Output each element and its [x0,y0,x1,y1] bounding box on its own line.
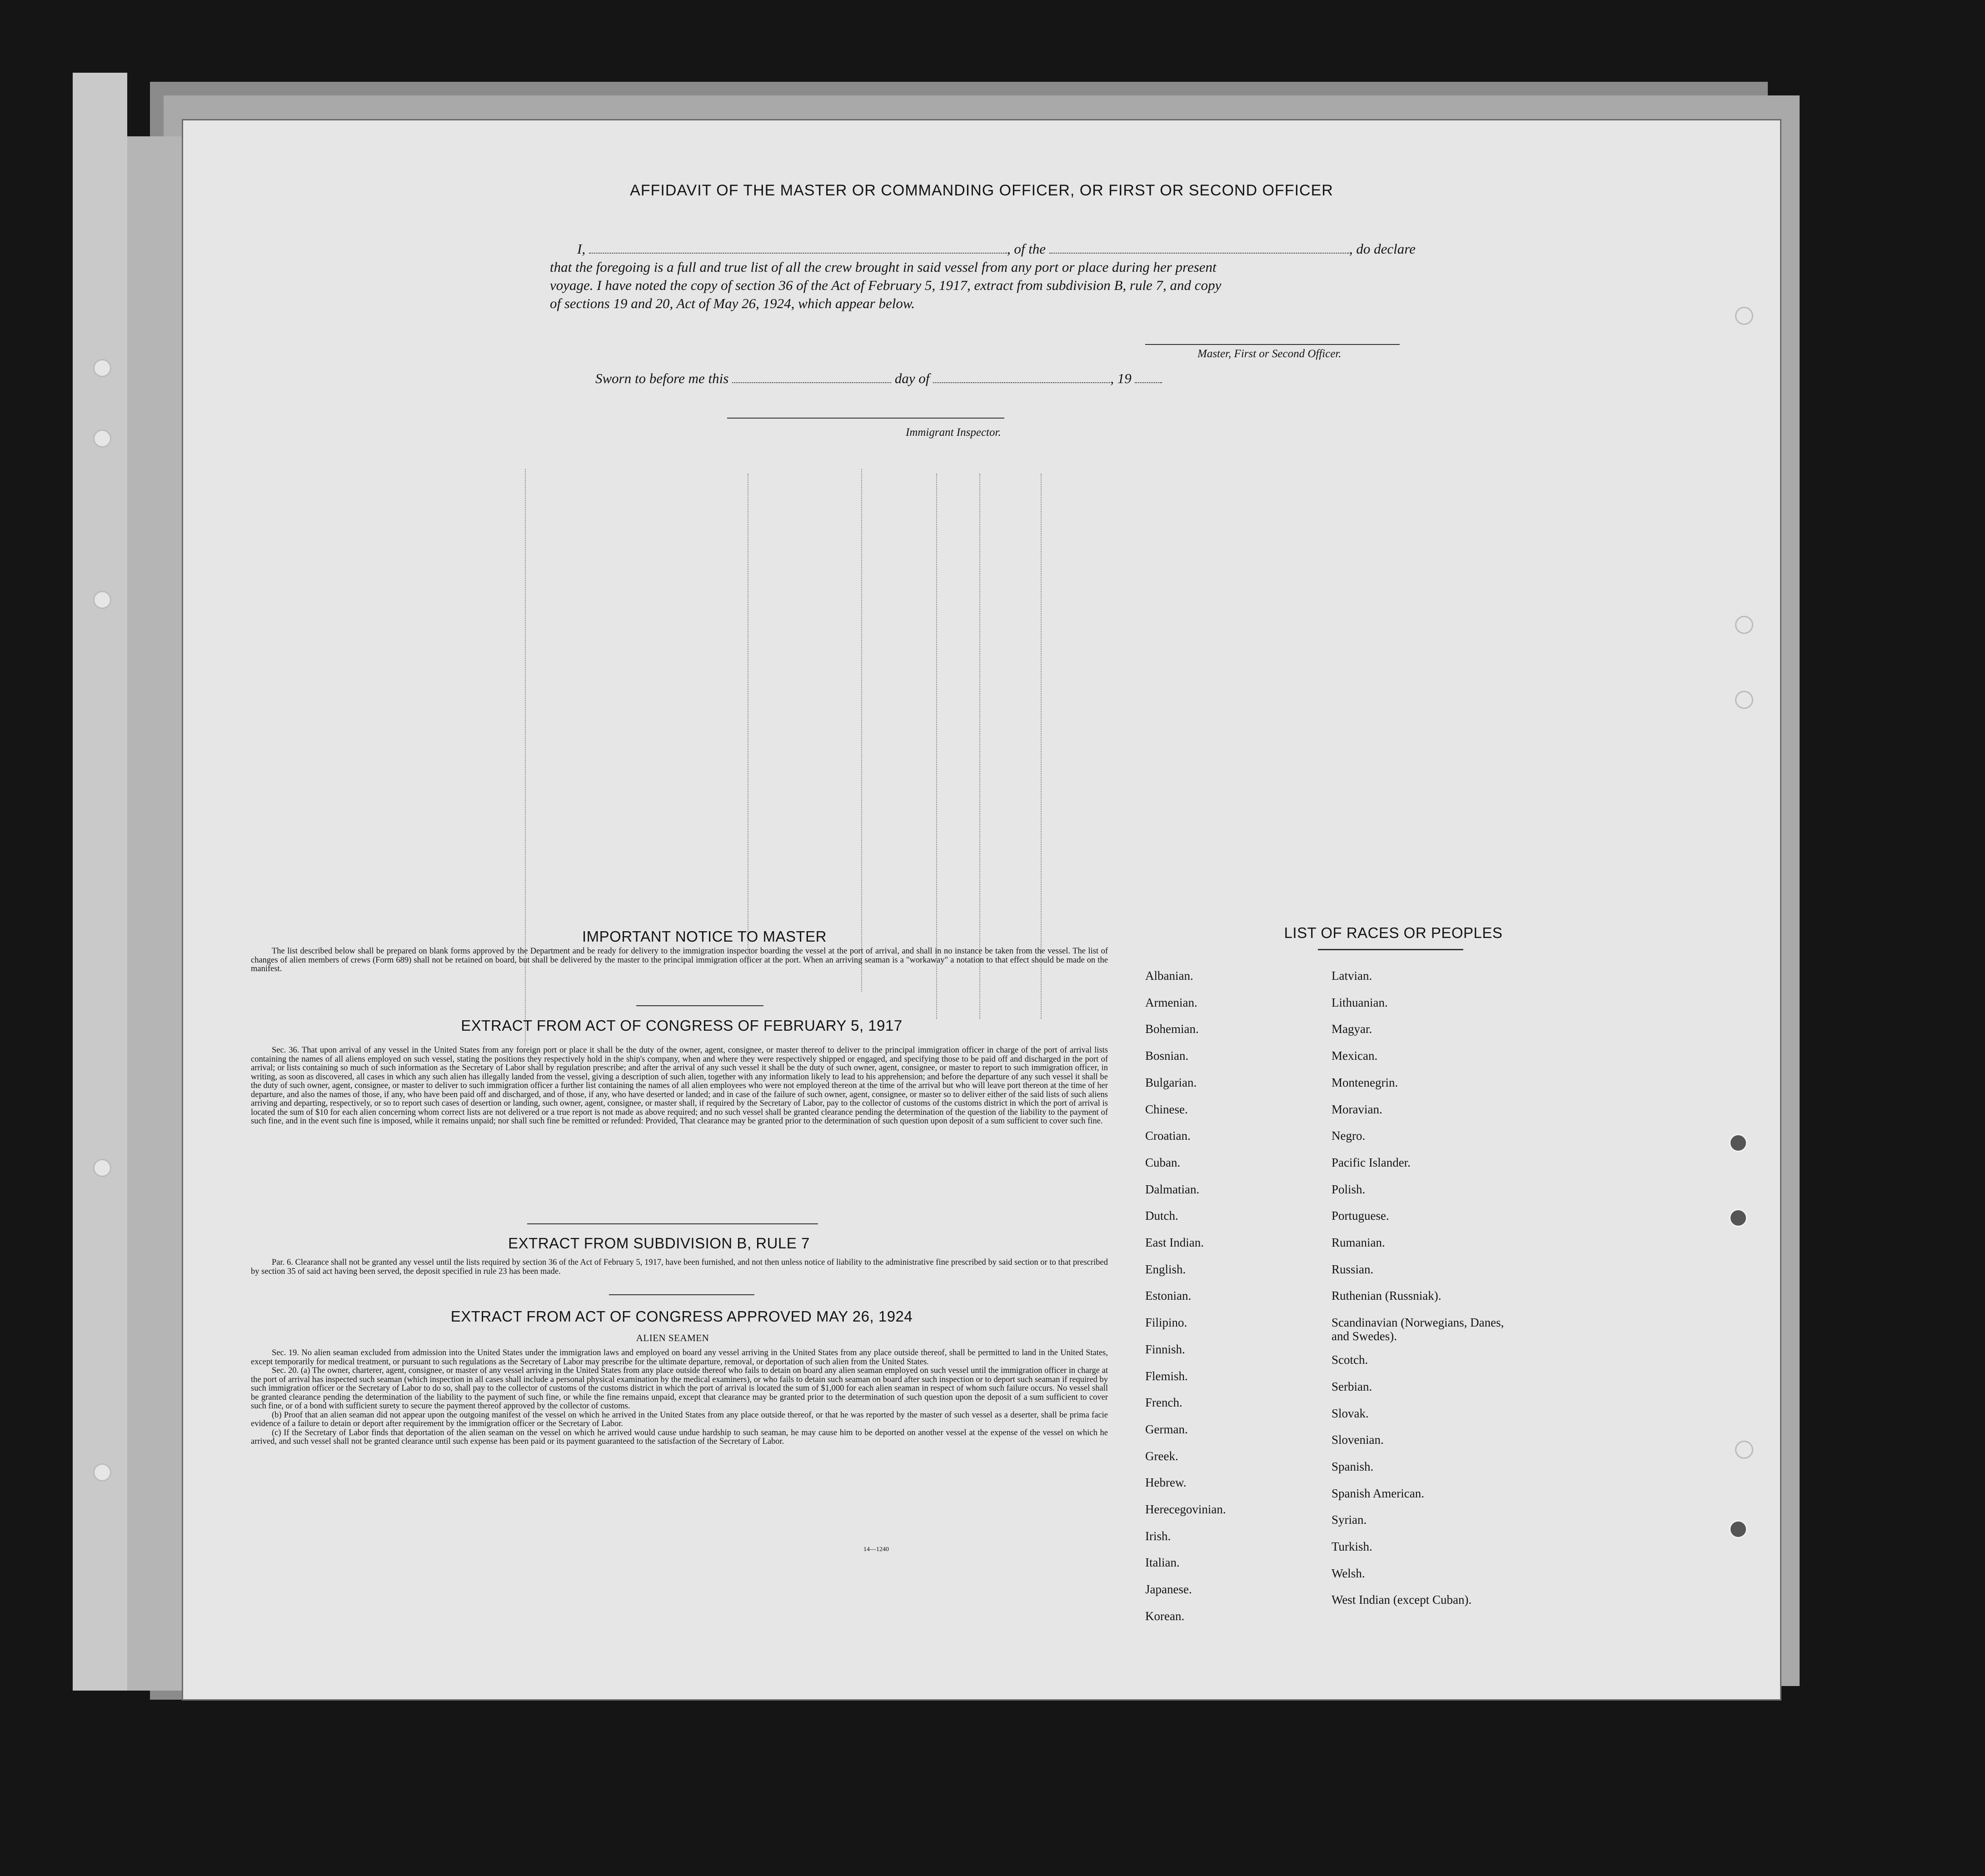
race-item: Montenegrin. [1332,1075,1398,1089]
section-20b-paragraph: (b) Proof that an alien seaman did not appear upon the outgoing manifest of the vessel on which he arrived in the United States from any place outside thereof, or that he was reported by the master of such vessel as a deserter, shall be prima facie evidence of a failure to detain or deport after requirement by the immigration officer or the Secretary of Labor. [251,1410,1108,1428]
race-item: Scandinavian (Norwegians, Danes, and Swedes). [1332,1316,1504,1343]
binder-hole [1735,616,1753,634]
binder-hole [1735,1441,1753,1459]
notice-text [251,947,1108,974]
race-item: English. [1145,1262,1186,1276]
section-36-paragraph: Sec. 36. That upon arrival of any vessel in the United States from any foreign port or place it shall be the duty of the owner, agent, consignee, or master thereof to deliver to the principal immigration officer in charge of the port of arrival lists containing the names of all aliens employed on such vessel, stating the positions they respectively hold in the ship's company, when and where they were respectively shipped or engaged, and specifying those to be paid off and discharged in the port of arrival; or lists containing so much of such information as the Secretary of Labor shall by regulation prescribe; and after the arrival of any such vessel it shall be the duty of such owner, agent, consignee, or master to report to such immigration officer, in writing, as soon as discovered, all cases in which any such alien has illegally landed from the vessel, giving a description of such alien, together with any information likely to lead to his apprehension; and before the departure of any such vessel it shall be the duty of such owner, agent, consignee, or master to deliver to such immigration officer a further list containing the names of all alien employees who were not employed thereon at the time of the arrival but who will leave port thereon at the time of her departure, and also the names of those, if any, who have been paid off and discharged, and of those, if any, who have deserted or landed; and in case of the failure of such owner, agent, consignee, or master so to deliver either of the said lists of such aliens arriving and departing, respectively, or so to report such cases of desertion or landing, such owner, agent, consignee, or master shall, if required by the Secretary of Labor, pay to the collector of customs of the customs district in which the port of arrival is located the sum of $10 for each alien concerning whom correct lists are not delivered or a true report is not made as above required; and no such vessel shall be granted clearance pending the determination of the question of the liability to the payment of such fine, and in the event such fine is imposed, while it remains unpaid; nor shall such fine be remitted or refunded: Provided, That clearance may be granted prior to the determination of such question upon deposit of a sum sufficient to cover such fine. [251,1046,1108,1126]
master-signature-label: Master, First or Second Officer. [1197,348,1342,360]
race-item: Polish. [1332,1182,1366,1196]
section-20a-paragraph: Sec. 20. (a) The owner, charterer, agent, consignee, or master of any vessel arriving in the United States from any place outside thereof who fails to detain on board any alien seaman employed on such vessel until the immigration officer in charge at the port of arrival has inspected such seaman (which inspection in all cases shall include a personal physical examination by the medical examiners), or who fails to detain such seaman on board after such inspection or to deport such seaman if required by such immigration officer or the Secretary of Labor to do so, shall pay to the collector of customs of the customs district in which the port of arrival is located the sum of $1,000 for each alien seaman in respect of whom such failure occurs. No vessel shall be granted clearance pending the determination of the liability to the payment of such fine, or while the fine remains unpaid, except that clearance may be granted prior to the determination of such question upon the deposit of a sum sufficient to cover such fine, or of a bond with sufficient surety to secure the payment thereof approved by the collector of customs. [251,1366,1108,1411]
sworn-day-of: day of [894,370,930,386]
race-item: Lithuanian. [1332,995,1388,1009]
race-item: Italian. [1145,1556,1180,1570]
race-item: Ruthenian (Russniak). [1332,1289,1441,1303]
race-item: Russian. [1332,1262,1374,1276]
race-item: Bulgarian. [1145,1075,1197,1089]
notice-paragraph: The list described below shall be prepared on blank forms approved by the Department and be ready for delivery to the immigration inspector boarding the vessel at the port of arrival, and shall in no instance be taken from the vessel. The list of changes of alien members of crews (Form 689) shall not be retained on board, but shall be delivered by the master to the principal immigration officer at the port. When an arriving seaman is a "workaway" a notation to that effect should be made on the manifest. [251,947,1108,973]
race-item: Rumanian. [1332,1236,1385,1249]
section-19-paragraph: Sec. 19. No alien seaman excluded from admission into the United States under the immigration laws and employed on board any vessel arriving in the United States from any place outside thereof, shall be permitted to land in the United States, except temporarily for medical treatment, or pursuant to such regulations as the Secretary of Labor may prescribe for the ultimate departure, removal, or deportation of such alien from the United States. [251,1348,1108,1367]
binder-hole [1729,1209,1747,1227]
faint-column-line [1041,474,1042,1019]
race-item: Bosnian. [1145,1049,1189,1063]
declaration-do-declare: , do declare [1349,241,1416,257]
inspector-signature-line [727,418,1004,419]
race-item: Albanian. [1145,969,1193,983]
master-signature-line [1145,344,1400,345]
race-item: Slovenian. [1332,1433,1384,1447]
binder-hole [1729,1520,1747,1538]
race-item: Herecegovinian. [1145,1502,1226,1516]
declaration-i: I, [577,241,586,257]
race-item: Bohemian. [1145,1022,1199,1036]
sworn-date-blank [732,371,891,383]
race-item: Spanish. [1332,1459,1374,1473]
race-item: East Indian. [1145,1236,1204,1249]
race-item: French. [1145,1396,1182,1410]
declaration-line-1 [577,241,1416,257]
binder-hole [93,429,111,448]
declaration-line-4: of sections 19 and 20, Act of May 26, 1924, which appear below. [550,295,915,311]
sworn-year-blank [1135,371,1162,383]
rule-7-text [251,1258,1108,1276]
vessel-blank [1049,242,1349,254]
notice-title: IMPORTANT NOTICE TO MASTER [582,928,827,945]
manifest-page [182,119,1781,1701]
race-item: Finnish. [1145,1342,1185,1356]
faint-column-line [861,469,862,992]
binder-hole [1735,691,1753,709]
race-item: Irish. [1145,1529,1171,1543]
race-item: Croatian. [1145,1129,1191,1143]
race-item: Cuban. [1145,1155,1181,1169]
binder-hole [1729,1134,1747,1152]
race-item: Chinese. [1145,1102,1188,1116]
left-edge-sheet [73,73,127,1691]
race-item: Latvian. [1332,969,1372,983]
race-item: Japanese. [1145,1582,1192,1597]
race-item: Hebrew. [1145,1476,1187,1490]
binder-hole [93,591,111,609]
act-1917-text [251,1046,1108,1126]
race-item: Portuguese. [1332,1209,1389,1223]
binder-hole [93,1463,111,1482]
section-20c-paragraph: (c) If the Secretary of Labor finds that deportation of the alien seaman on the vessel on which he arrived would cause undue hardship to such seaman, he may cause him to be deported on another vessel at the expense of the vessel on which he arrived, and such vessel shall not be granted clearance until such expense has been paid or its payment guaranteed to the satisfaction of the Secretary of Labor. [251,1428,1108,1446]
binder-hole [1735,307,1753,325]
race-item: Negro. [1332,1129,1366,1143]
inspector-signature-label: Immigrant Inspector. [906,426,1001,439]
declaration-line-3: voyage. I have noted the copy of section 36 of the Act of February 5, 1917, extract from subdivision B, rule 7, and copy [550,277,1222,293]
race-item: Korean. [1145,1609,1185,1623]
affidavit-title: AFFIDAVIT OF THE MASTER OR COMMANDING OFFICER, OR FIRST OR SECOND OFFICER [630,182,1333,199]
race-item: Spanish American. [1332,1486,1424,1500]
race-item: Slovak. [1332,1406,1369,1420]
race-item: Turkish. [1332,1540,1372,1553]
race-item: Welsh. [1332,1566,1365,1580]
form-number: 14—1240 [863,1546,889,1553]
race-item: Magyar. [1332,1022,1372,1036]
races-title: LIST OF RACES OR PEOPLES [1284,924,1503,941]
race-item: Pacific Islander. [1332,1155,1411,1169]
race-item: Syrian. [1332,1513,1367,1527]
declaration-of-the: , of the [1007,241,1046,257]
race-item: Armenian. [1145,995,1197,1009]
act-1924-text [251,1349,1108,1447]
sworn-year: , 19 [1110,370,1132,386]
race-item: Flemish. [1145,1369,1188,1383]
race-item: Filipino. [1145,1316,1187,1330]
sworn-line [595,370,1162,387]
race-item: Moravian. [1332,1102,1382,1116]
race-item: Greek. [1145,1449,1178,1463]
divider [609,1294,754,1295]
alien-seamen-subtitle: ALIEN SEAMEN [636,1332,709,1343]
faint-column-line [979,474,980,1019]
declaration-line-2: that the foregoing is a full and true list of all the crew brought in said vessel from any port or place during her present [550,259,1217,275]
rule-7-title: EXTRACT FROM SUBDIVISION B, RULE 7 [508,1235,810,1252]
race-item: Dalmatian. [1145,1182,1200,1196]
name-blank [589,242,1007,254]
divider [1318,949,1463,950]
race-item: Serbian. [1332,1379,1372,1393]
race-item: West Indian (except Cuban). [1332,1593,1472,1607]
act-1924-title: EXTRACT FROM ACT OF CONGRESS APPROVED MAY 26, 1924 [450,1308,913,1325]
sworn-month-blank [933,371,1110,383]
rule-7-paragraph: Par. 6. Clearance shall not be granted any vessel until the lists required by section 36 of the Act of February 5, 1917, have been furnished, and not then unless notice of liability to the administrative fine prescribed by said section or to that prescribed by section 35 of said act having been served, the deposit specified in rule 23 has been made. [251,1258,1108,1276]
act-1917-title: EXTRACT FROM ACT OF CONGRESS OF FEBRUARY 5, 1917 [461,1017,903,1034]
race-item: Scotch. [1332,1353,1368,1367]
race-item: German. [1145,1422,1188,1436]
race-item: Mexican. [1332,1049,1378,1063]
sworn-text: Sworn to before me this [595,370,729,386]
divider [527,1223,818,1224]
race-item: Dutch. [1145,1209,1178,1223]
race-item: Estonian. [1145,1289,1192,1303]
left-edge-sheet-2 [127,136,191,1691]
binder-hole [93,359,111,377]
divider [636,1005,763,1006]
binder-hole [93,1159,111,1177]
